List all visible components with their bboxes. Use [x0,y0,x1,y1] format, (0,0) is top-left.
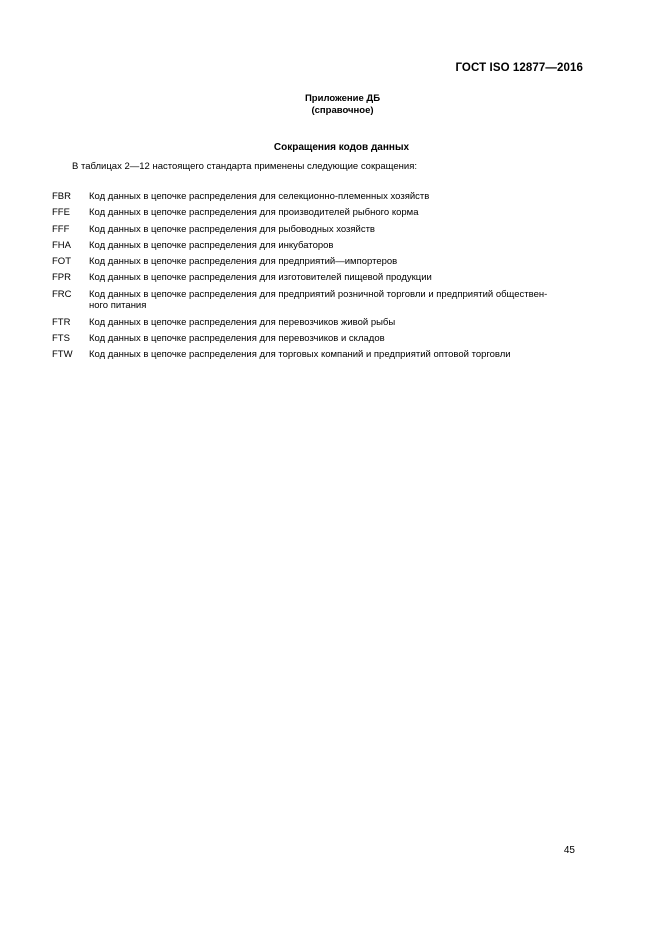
abbreviation-row [52,256,592,268]
abbreviation-code: FTR [52,316,71,328]
abbreviation-code: FFE [52,207,70,219]
annex-heading [0,93,661,117]
section-intro: В таблицах 2—12 настоящего стандарта применены следующие сокращения: [72,161,418,172]
abbreviation-row [52,240,592,252]
standard-designation: ГОСТ ISO 12877—2016 [455,62,583,74]
abbreviation-row [52,289,592,312]
abbreviation-description: Код данных в цепочке распределения для перевозчиков живой рыбы [89,316,396,328]
section-title: Сокращения кодов данных [273,142,410,153]
abbreviation-description: Код данных в цепочке распределения для предприятий—импортеров [89,256,398,268]
abbreviation-code: FTW [52,349,73,361]
abbreviation-code: FBR [52,191,71,202]
abbreviation-row [52,333,592,345]
abbreviation-description: Код данных в цепочке распределения для изготовителей пищевой продукции [89,272,432,284]
abbreviation-row [52,224,592,236]
abbreviation-description: Код данных в цепочке распределения для торговых компаний и предприятий оптовой торговли [89,349,511,361]
abbreviation-row [52,191,592,203]
abbreviation-row [52,272,592,284]
abbreviation-code: FFF [52,223,70,235]
abbreviation-description: Код данных в цепочке распределения для перевозчиков и складов [89,332,385,344]
abbreviation-row [52,317,592,329]
abbreviation-code: FRC [52,288,72,300]
abbreviation-description: Код данных в цепочке распределения для предприятий розничной торговли и предприятий обществен- ного питания [89,288,548,312]
abbreviation-code: FHA [52,239,71,251]
abbreviation-code: FPR [52,272,71,284]
abbreviation-list [52,191,592,365]
abbreviation-row [52,207,592,219]
annex-kind: (справочное) [311,105,374,116]
abbreviation-description: Код данных в цепочке распределения для инкубаторов [89,239,334,251]
abbreviation-description: Код данных в цепочке распределения для рыбоводных хозяйств [89,223,375,235]
abbreviation-description: Код данных в цепочке распределения для производителей рыбного корма [89,207,419,219]
abbreviation-row [52,349,592,361]
annex-title: Приложение ДБ [304,93,381,104]
abbreviation-code: FTS [52,332,70,344]
page-number: 45 [563,845,575,856]
abbreviation-description: Код данных в цепочке распределения для селекционно-племенных хозяйств [89,191,430,202]
abbreviation-code: FOT [52,256,71,268]
